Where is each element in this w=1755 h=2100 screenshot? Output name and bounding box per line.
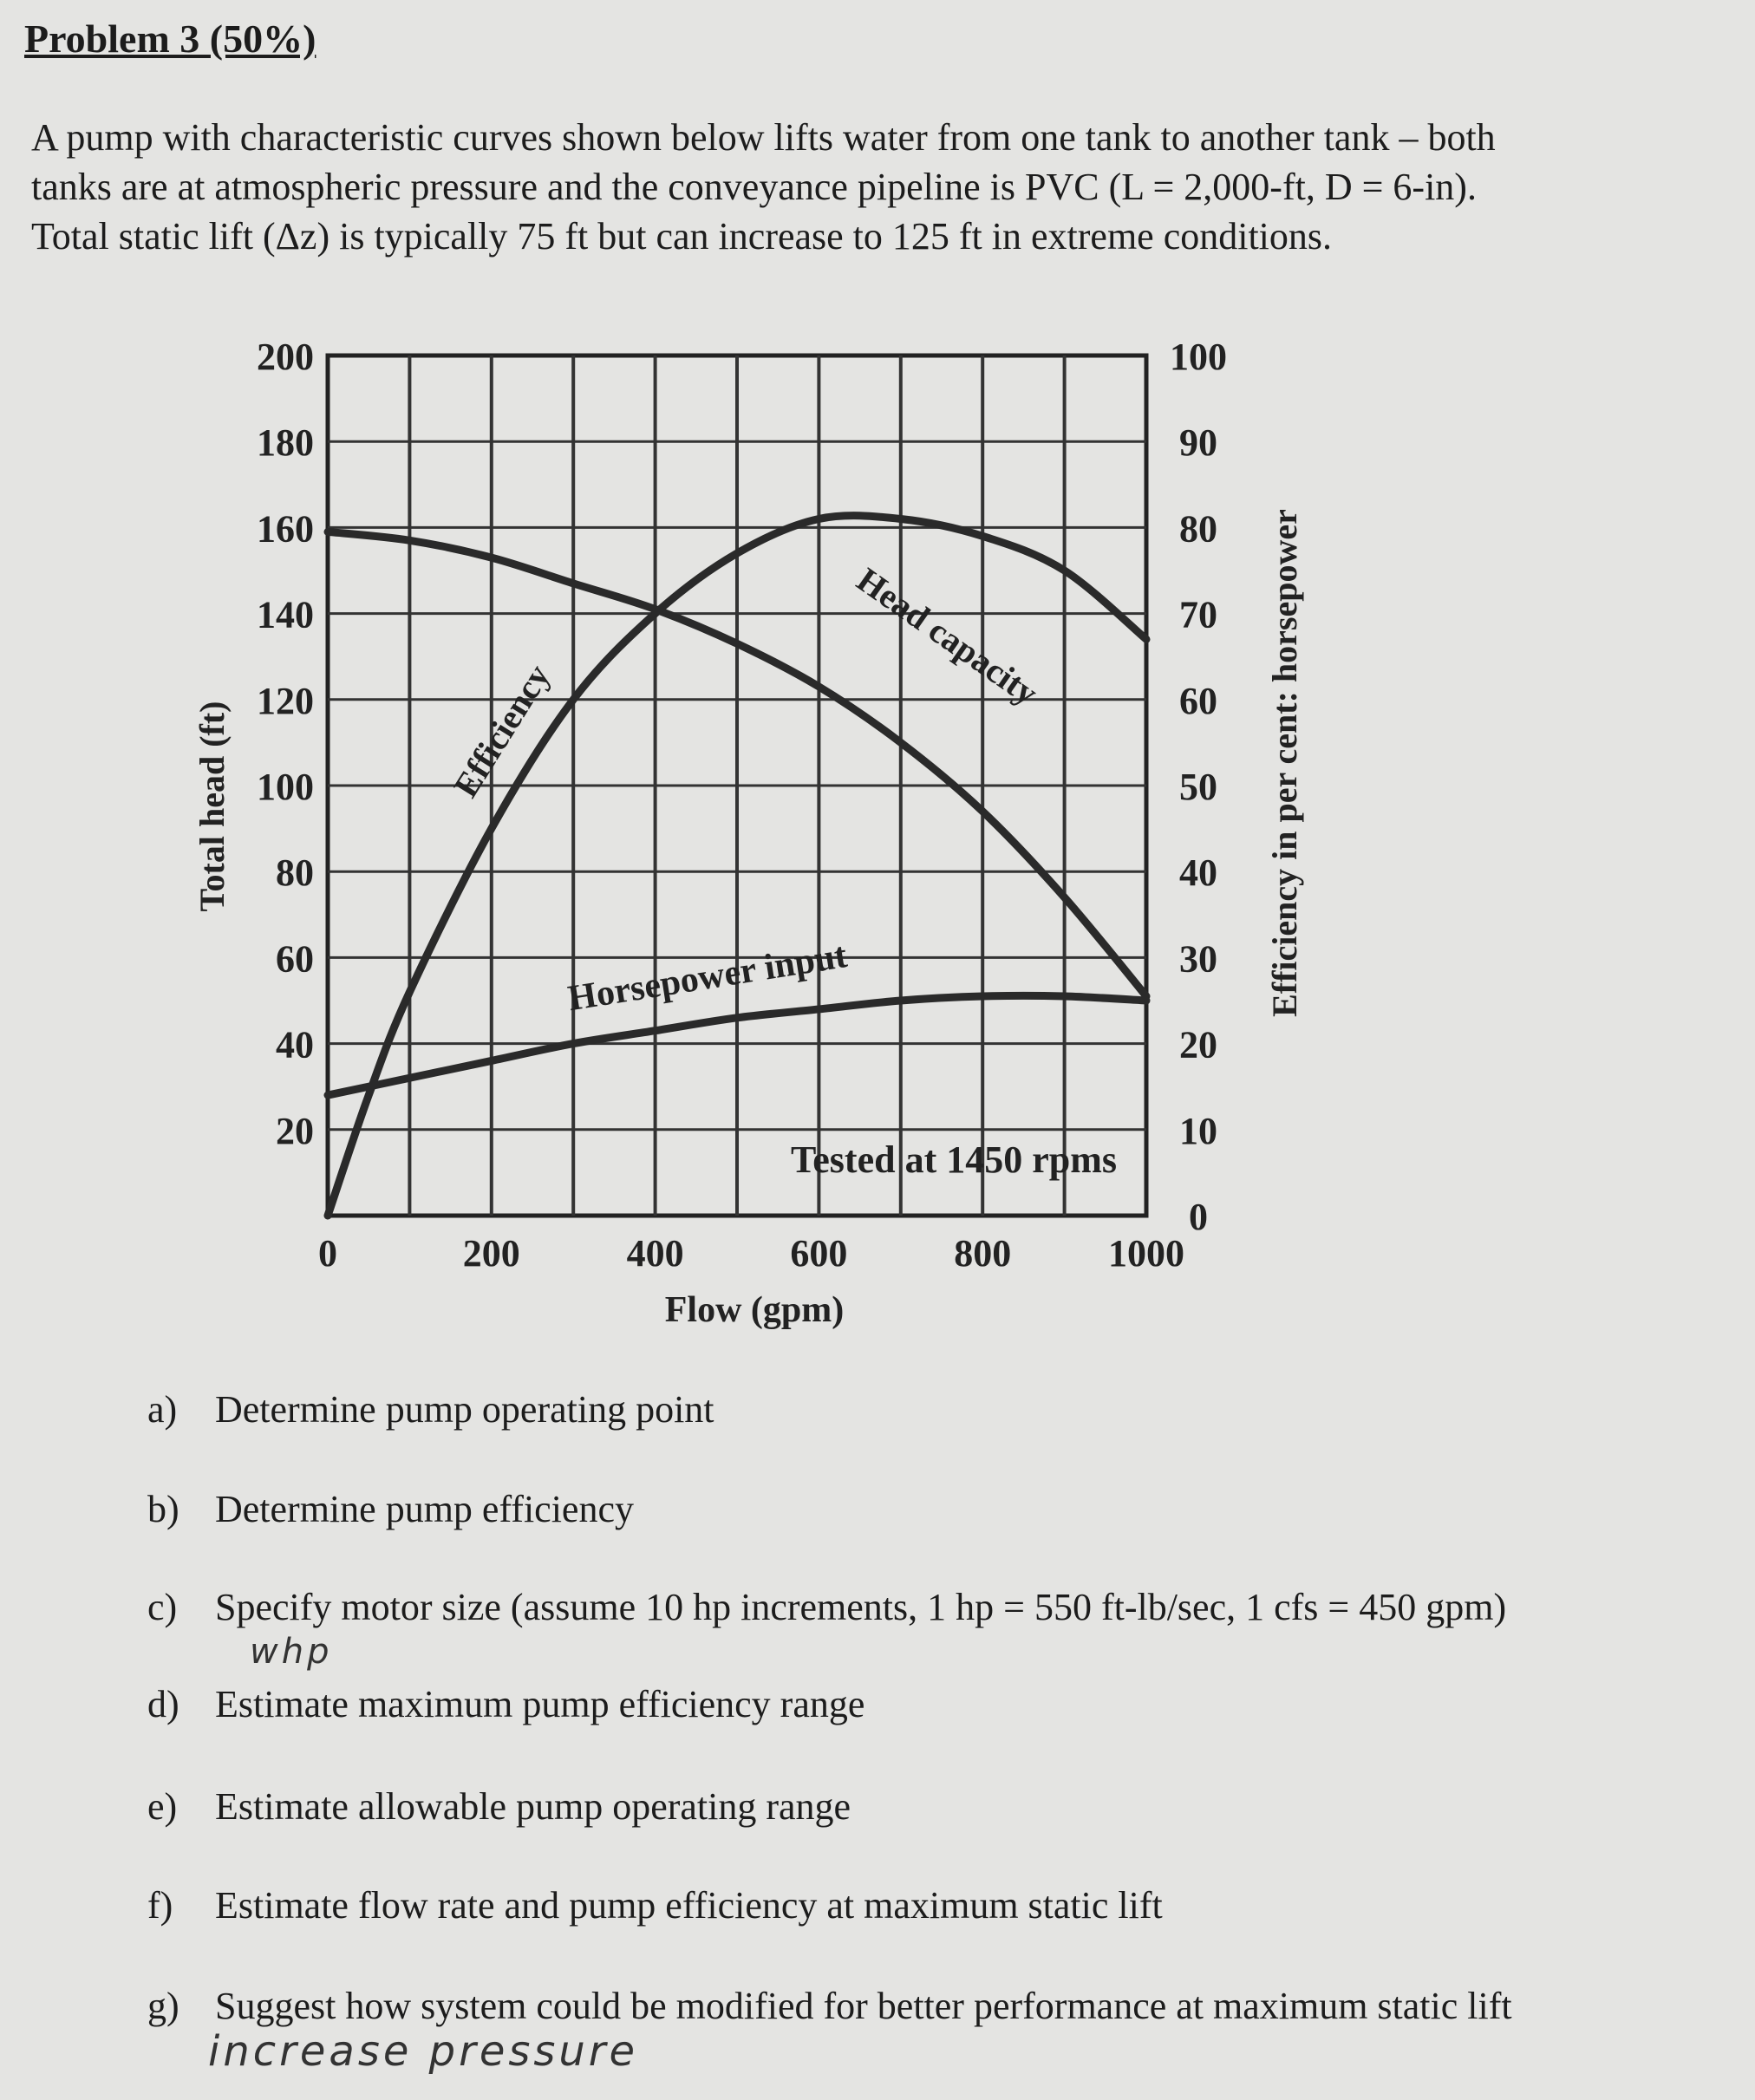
question-text: Estimate allowable pump operating range bbox=[215, 1785, 851, 1828]
y2-tick-label: 30 bbox=[1179, 937, 1217, 981]
question-item bbox=[147, 1883, 1163, 1927]
y-tick-label: 140 bbox=[257, 593, 314, 636]
handwritten-note-g: increase pressure bbox=[208, 2027, 639, 2076]
statement-line: tanks are at atmospheric pressure and the conveyance pipeline is PVC (L = 2,000-ft, D = 6-in). bbox=[31, 166, 1477, 208]
question-item bbox=[147, 1984, 1512, 2028]
y2-tick-label: 90 bbox=[1179, 421, 1217, 465]
question-letter: a) bbox=[147, 1388, 178, 1431]
y2-tick-label: 0 bbox=[1189, 1196, 1208, 1238]
y-tick-label: 180 bbox=[257, 421, 314, 465]
x-tick-label: 200 bbox=[462, 1232, 520, 1275]
question-item bbox=[147, 1487, 634, 1531]
y2-tick-label: 10 bbox=[1179, 1109, 1217, 1152]
y2-tick-label: 20 bbox=[1179, 1023, 1217, 1066]
question-item bbox=[147, 1387, 714, 1432]
handwritten-note-c: whp bbox=[250, 1632, 333, 1672]
question-text: Specify motor size (assume 10 hp increments, 1 hp = 550 ft-lb/sec, 1 cfs = 450 gpm) bbox=[215, 1586, 1507, 1628]
y2-tick-label: 60 bbox=[1179, 679, 1217, 722]
y-tick-label: 100 bbox=[257, 766, 314, 808]
x-tick-label: 400 bbox=[626, 1232, 684, 1275]
question-item bbox=[147, 1585, 1506, 1629]
question-item bbox=[147, 1682, 864, 1726]
series-label: Head capacity bbox=[850, 559, 1046, 714]
y2-tick-label: 80 bbox=[1179, 507, 1217, 551]
question-letter: b) bbox=[147, 1488, 179, 1530]
chart-ticks bbox=[257, 336, 1227, 1275]
question-letter: g) bbox=[147, 1985, 179, 2027]
x-tick-label: 1000 bbox=[1108, 1232, 1184, 1275]
statement-line: A pump with characteristic curves shown below lifts water from one tank to another tank – both bbox=[31, 116, 1496, 159]
question-text: Estimate flow rate and pump efficiency at maximum static lift bbox=[215, 1884, 1163, 1927]
y-axis-label: Total head (ft) bbox=[192, 701, 232, 912]
x-axis-label: Flow (gpm) bbox=[664, 1290, 845, 1330]
test-speed-note: Tested at 1450 rpms bbox=[790, 1138, 1118, 1181]
y-tick-label: 200 bbox=[257, 336, 314, 378]
y2-tick-label: 50 bbox=[1179, 766, 1217, 808]
y2-tick-label: 40 bbox=[1179, 851, 1217, 895]
problem-heading: Problem 3 (50%) bbox=[24, 16, 316, 61]
y2-axis-label: Efficiency in per cent: horsepower bbox=[1265, 509, 1304, 1017]
question-text: Determine pump operating point bbox=[215, 1388, 714, 1431]
question-text: Suggest how system could be modified for better performance at maximum static lift bbox=[215, 1985, 1512, 2027]
question-text: Determine pump efficiency bbox=[215, 1488, 634, 1530]
y-tick-label: 80 bbox=[276, 851, 314, 895]
y-tick-label: 120 bbox=[257, 679, 314, 722]
statement-line: Total static lift (Δz) is typically 75 ft but can increase to 125 ft in extreme conditions. bbox=[31, 215, 1333, 258]
x-tick-label: 0 bbox=[318, 1232, 337, 1275]
y-tick-label: 40 bbox=[276, 1023, 314, 1066]
question-item bbox=[147, 1784, 851, 1829]
y2-tick-label: 70 bbox=[1179, 593, 1217, 636]
y-tick-label: 20 bbox=[276, 1109, 314, 1152]
y-tick-label: 160 bbox=[257, 507, 314, 551]
question-letter: d) bbox=[147, 1683, 179, 1725]
question-letter: f) bbox=[147, 1884, 173, 1927]
x-tick-label: 600 bbox=[790, 1232, 848, 1275]
x-tick-label: 800 bbox=[954, 1232, 1012, 1275]
y2-tick-label: 100 bbox=[1170, 336, 1227, 378]
question-letter: e) bbox=[147, 1785, 178, 1828]
series-label: Efficiency bbox=[446, 657, 558, 805]
series-label: Horsepower input bbox=[564, 936, 850, 1020]
question-text: Estimate maximum pump efficiency range bbox=[215, 1683, 865, 1725]
y-tick-label: 60 bbox=[276, 937, 314, 981]
question-letter: c) bbox=[147, 1586, 178, 1628]
